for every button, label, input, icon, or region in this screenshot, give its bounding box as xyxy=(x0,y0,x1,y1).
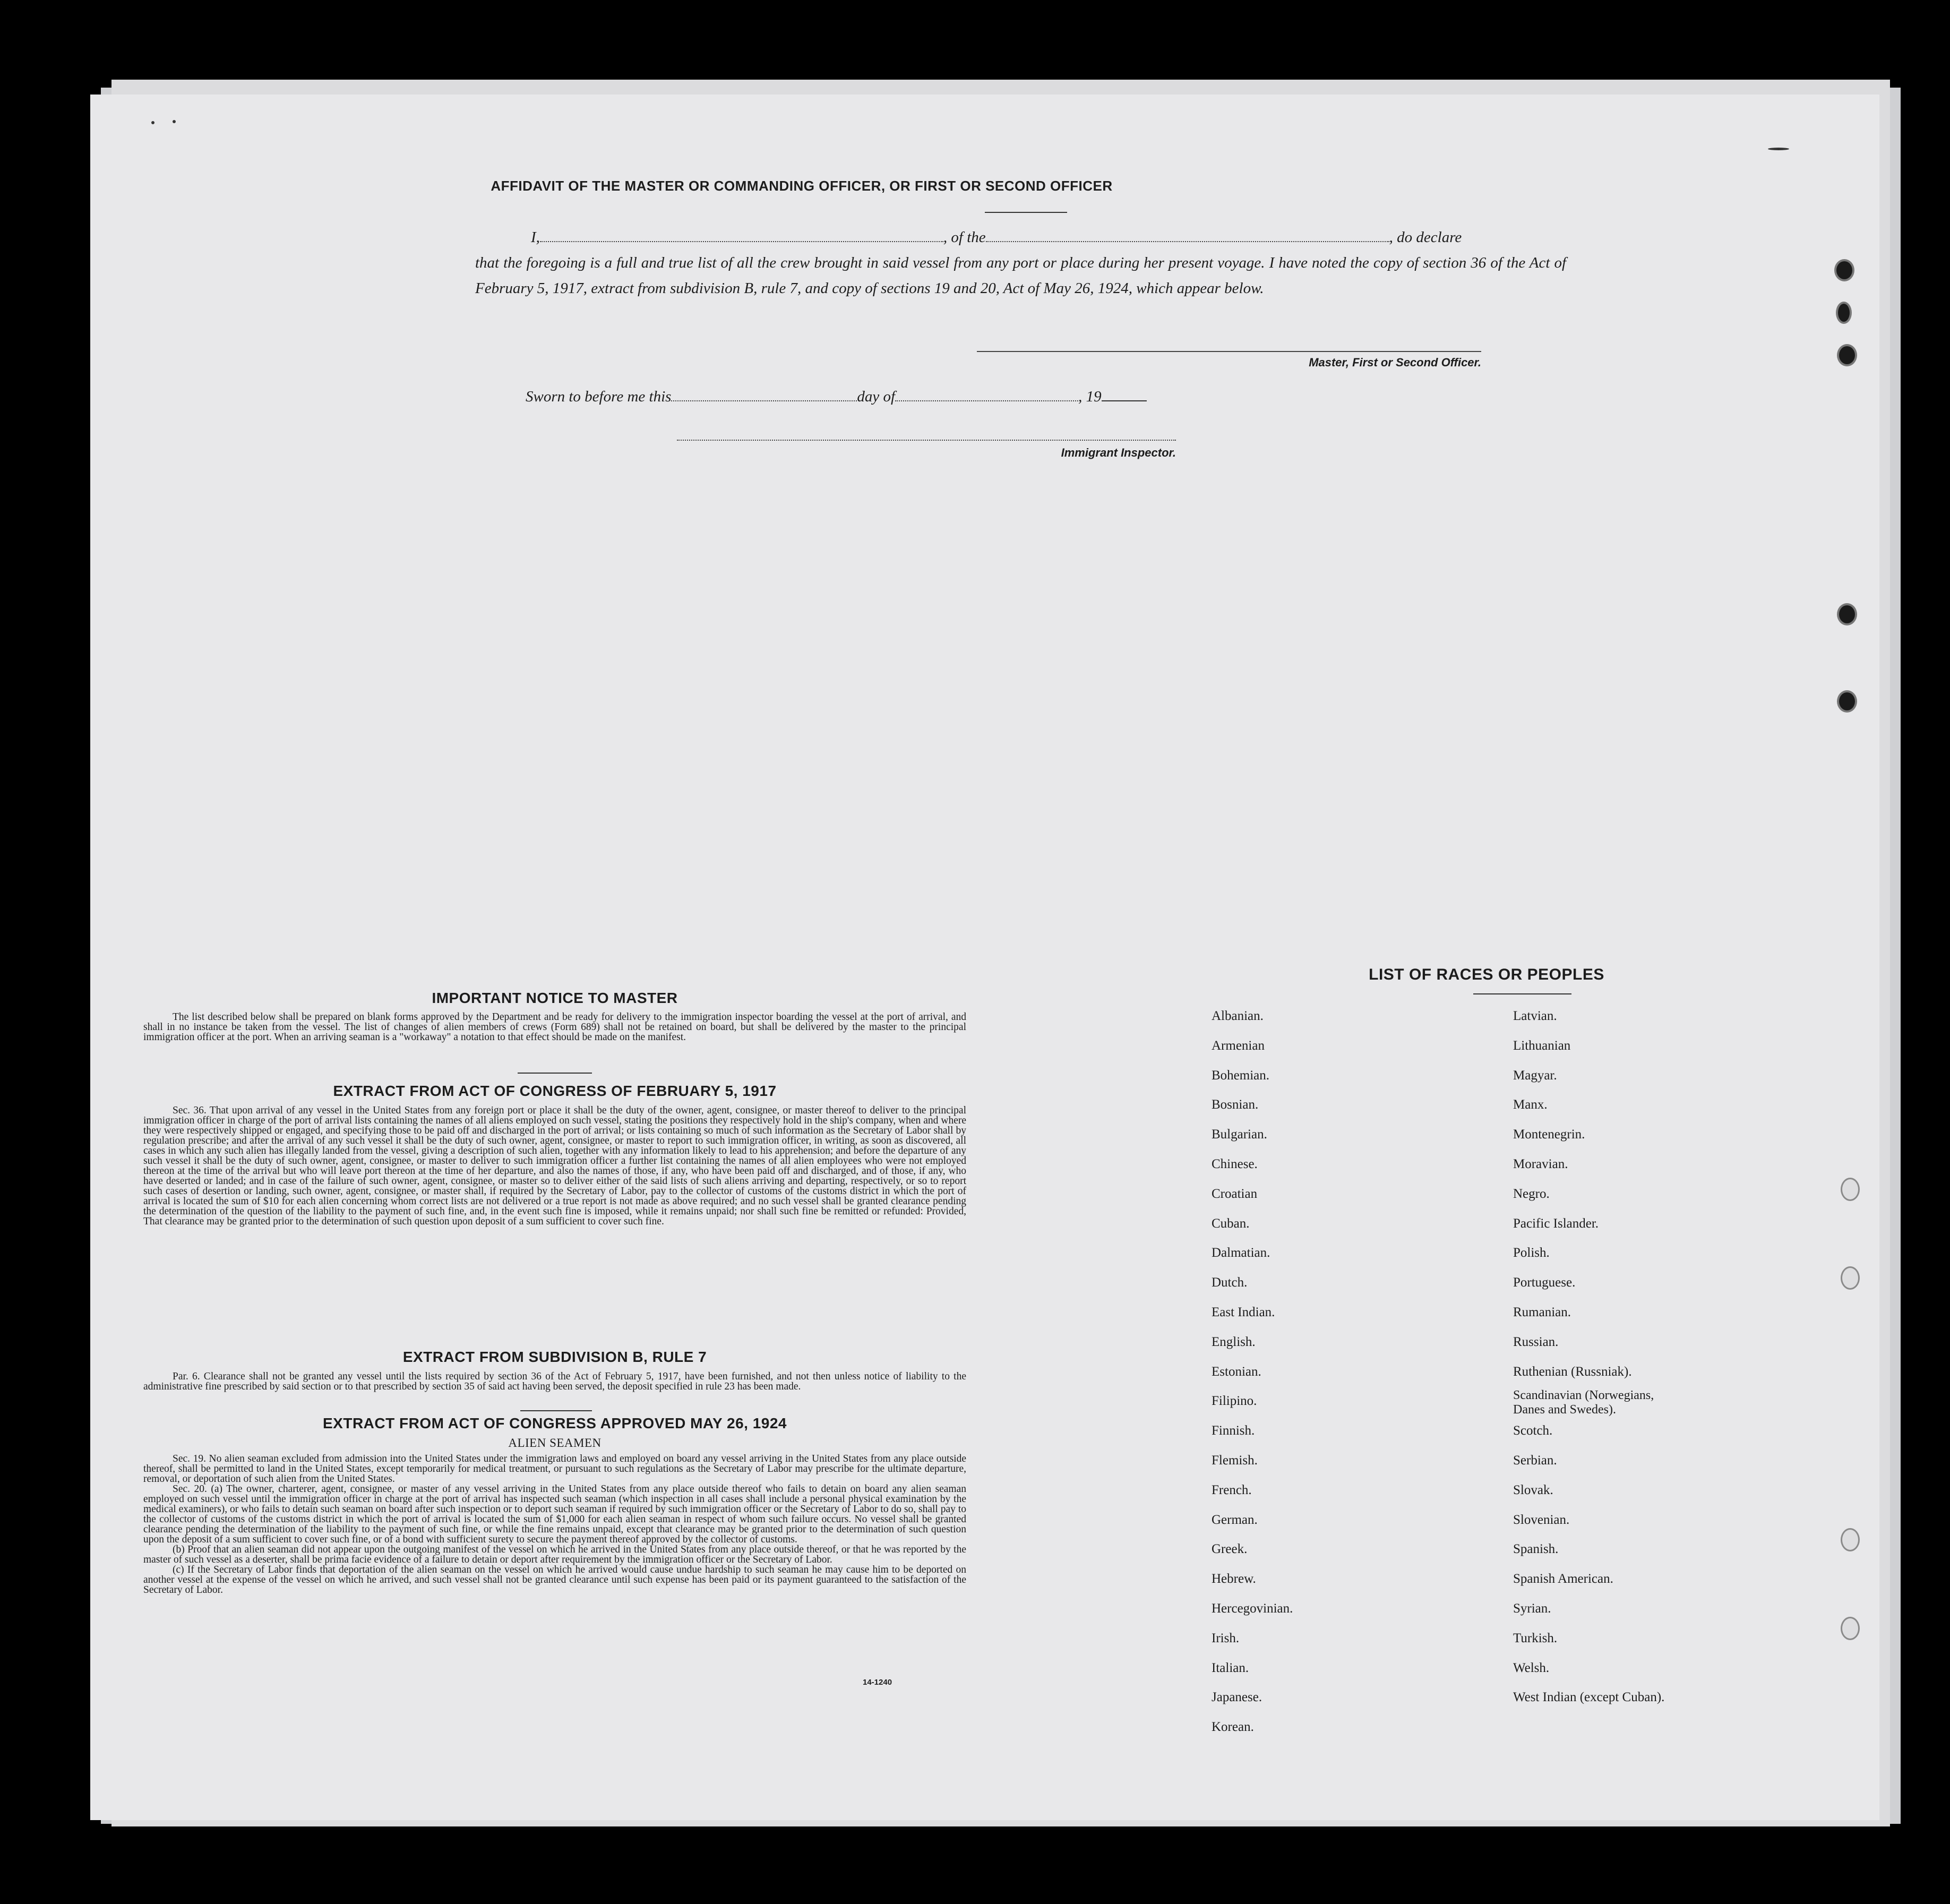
extract-1917-title: EXTRACT FROM ACT OF CONGRESS OF FEBRUARY 5, 1917 xyxy=(333,1083,777,1099)
race-item: Serbian. xyxy=(1513,1453,1557,1468)
vessel-blank[interactable] xyxy=(986,241,1389,242)
race-item: Latvian. xyxy=(1513,1009,1557,1023)
affidavit-body xyxy=(475,225,1566,301)
binder-hole xyxy=(1834,259,1854,281)
binder-hole xyxy=(1837,690,1857,713)
race-item: Albanian. xyxy=(1212,1009,1264,1023)
race-item: English. xyxy=(1212,1334,1256,1349)
notice-text xyxy=(143,1012,966,1042)
par-6: Par. 6. Clearance shall not be granted any vessel until the lists required by section 36 of the Act of February 5, 1917, have been furnished, and not then unless notice of liability to the administrative fine prescribed by said section or to that prescribed by section 35 of said act having been served, the deposit specified in rule 23 has been made. xyxy=(143,1371,966,1392)
race-item: Estonian. xyxy=(1212,1364,1261,1379)
section-20b: (b) Proof that an alien seaman did not appear upon the outgoing manifest of the vessel on which he arrived in the United States from any place outside thereof, or that he was reported by the master of such vessel as a deserter, shall be prima facie evidence of a failure to detain or deport after requirement by the immigration officer or the Secretary of Labor. xyxy=(143,1544,966,1565)
race-item: Spanish American. xyxy=(1513,1572,1613,1586)
extract-1917-text xyxy=(143,1105,966,1227)
affidavit-of-the: , of the xyxy=(943,229,986,246)
race-item: Lithuanian xyxy=(1513,1038,1571,1053)
divider xyxy=(1473,993,1571,994)
speck xyxy=(1768,148,1789,150)
alien-seamen-subtitle: ALIEN SEAMEN xyxy=(508,1436,602,1450)
race-item: Dalmatian. xyxy=(1212,1246,1270,1260)
binder-hole xyxy=(1837,603,1857,625)
sworn-year: , 19 xyxy=(1078,388,1102,405)
race-item: Welsh. xyxy=(1513,1660,1550,1675)
affidavit-declare: , do declare xyxy=(1389,229,1462,246)
race-item: Portuguese. xyxy=(1513,1275,1576,1290)
race-item: Japanese. xyxy=(1212,1690,1262,1705)
form-number: 14-1240 xyxy=(863,1678,892,1687)
race-item: Rumanian. xyxy=(1513,1305,1571,1319)
signature-label: Master, First or Second Officer. xyxy=(1309,356,1481,369)
race-item: Slovak. xyxy=(1513,1482,1553,1497)
inspector-label: Immigrant Inspector. xyxy=(1061,446,1176,459)
form-page xyxy=(90,95,1879,1820)
notice-paragraph: The list described below shall be prepared on blank forms approved by the Department and be ready for delivery to the immigration inspector boarding the vessel at the port of arrival, and shall in no instance be taken from the vessel. The list of changes of alien members of crews (Form 689) shall not be retained on board, but shall be delivered by the master to the principal immigration officer at the port. When an arriving seaman is a "workaway" a notation to that effect should be made on the manifest. xyxy=(143,1011,966,1043)
section-20a: Sec. 20. (a) The owner, charterer, agent, consignee, or master of any vessel arriving in the United States from any place outside thereof who fails to detain on board any alien seaman employed on such vessel until the immigration officer in charge at the port of arrival has inspected such seaman (which inspection in all cases shall include a personal physical examination by the medical examiners), or who fails to detain such seaman on board after such inspection or to deport such seaman if required by such immigration officer or the Secretary of Labor to do so, shall pay to the collector of customs of the customs district in which the port of arrival is located the sum of $1,000 for each alien seaman in respect of whom such failure occurs. No vessel shall be granted clearance pending the determination of the liability to the payment of such fine, or while the fine remains unpaid, except that clearance may be granted prior to the determination of such question upon the deposit of a sum sufficient to cover such fine, or of a bond with sufficient surety to secure the payment thereof approved by the collector of customs. xyxy=(143,1483,966,1545)
section-20c: (c) If the Secretary of Labor finds that deportation of the alien seaman on the vessel on which he arrived would cause undue hardship to such seaman he may cause him to be deported on another vessel at the expense of the vessel on which he arrived, and such vessel shall not be granted clearance until such expense has been paid or its payment guaranteed to the satisfaction of the Secretary of Labor. xyxy=(143,1564,966,1596)
section-19: Sec. 19. No alien seaman excluded from admission into the United States under the immigration laws and employed on board any vessel arriving in the United States from any place outside thereof, shall be permitted to land in the United States, except temporarily for medical treatment, or pursuant to such regulations as the Secretary of Labor may prescribe for the ultimate departure, removal, or deportation of such alien from the United States. xyxy=(143,1453,966,1485)
race-item: Armenian xyxy=(1212,1038,1265,1053)
race-item: West Indian (except Cuban). xyxy=(1513,1690,1665,1705)
race-item: Russian. xyxy=(1513,1334,1559,1349)
race-item: Negro. xyxy=(1513,1186,1550,1201)
month-blank[interactable] xyxy=(895,400,1078,401)
rule-7-text xyxy=(143,1371,966,1392)
divider xyxy=(985,212,1067,213)
race-item: Manx. xyxy=(1513,1097,1548,1112)
day-blank[interactable] xyxy=(671,400,857,401)
race-item: Pacific Islander. xyxy=(1513,1216,1599,1231)
sworn-line xyxy=(526,388,1147,406)
race-item: Scotch. xyxy=(1513,1423,1553,1438)
race-item: Greek. xyxy=(1212,1542,1248,1557)
race-item: Scandinavian (Norwegians, Danes and Swedes). xyxy=(1513,1388,1654,1417)
sworn-day: day of xyxy=(857,388,896,405)
speck xyxy=(173,120,176,123)
race-item: Hebrew. xyxy=(1212,1572,1256,1586)
race-item: Croatian xyxy=(1212,1186,1258,1201)
sworn-prefix: Sworn to before me this xyxy=(526,388,672,405)
race-item: Korean. xyxy=(1212,1720,1254,1735)
section-36: Sec. 36. That upon arrival of any vessel in the United States from any foreign port or place it shall be the duty of the owner, agent, consignee, or master thereof to deliver to the principal immigration officer in charge of the port of arrival lists containing the names of all aliens employed on such vessel, stating the positions they respectively hold in the ship's company, when and where they were respectively shipped or engaged, and specifying those to be paid off and discharged in the port of arrival; or lists containing so much of such information as the Secretary of Labor shall by regulation prescribe; and after the arrival of any such vessel it shall be the duty of such owner, agent, consignee, or master to report to such immigration officer, in writing, as soon as discovered, all cases in which any such alien has illegally landed from the vessel, giving a description of such alien, together with any information likely to lead to his apprehension; and before the departure of any such vessel it shall be the duty of such owner, agent, consignee, or master to deliver to such immigration officer a further list containing the names of all alien employees who were not employed thereon at the time of the arrival but who will leave port thereon at the time of her departure, and also the names of those, if any, who have been paid off and discharged, and of those, if any, who have deserted or landed; and in case of the failure of such owner, agent, consignee, or master so to deliver either of the said lists of such aliens arriving and departing, respectively, or so to report such cases of desertion or landing, such owner, agent, consignee, or master shall, if required by the Secretary of Labor, pay to the collector of customs of the customs district in which the port of arrival is located the sum of $10 for each alien concerning whom correct lists are not delivered or a true report is not made as above required; and no such vessel shall be granted clearance pending the determination of the question of the liability to the payment of such fine, and, in the event such fine is imposed, while it remains unpaid; nor shall such fine be remitted or refunded: Provided, That clearance may be granted prior to the determination of such question upon deposit of a sum sufficient to cover such fine. xyxy=(143,1105,966,1227)
race-item: French. xyxy=(1212,1482,1252,1497)
binder-hole xyxy=(1841,1266,1860,1290)
divider xyxy=(518,1073,592,1074)
race-item: Spanish. xyxy=(1513,1542,1559,1557)
race-item: Polish. xyxy=(1513,1246,1550,1260)
race-item: Italian. xyxy=(1212,1660,1249,1675)
signature-line[interactable] xyxy=(977,351,1481,352)
name-blank[interactable] xyxy=(540,241,943,242)
race-item: Cuban. xyxy=(1212,1216,1250,1231)
races-title: LIST OF RACES OR PEOPLES xyxy=(1369,966,1604,983)
binder-hole xyxy=(1841,1178,1860,1201)
race-item: Bulgarian. xyxy=(1212,1127,1267,1142)
binder-hole xyxy=(1841,1528,1860,1551)
race-item: Magyar. xyxy=(1513,1068,1557,1083)
affidavit-statement: that the foregoing is a full and true list of all the crew brought in said vessel from any port or place during her present voyage. I have noted the copy of section 36 of the Act of February 5, 1917, extract from subdivision B, rule 7, and copy of sections 19 and 20, Act of May 26, 1924, which appear below. xyxy=(475,254,1566,297)
race-item: Slovenian. xyxy=(1513,1512,1570,1527)
binder-hole xyxy=(1836,302,1852,324)
race-item: Hercegovinian. xyxy=(1212,1601,1293,1616)
race-item: Ruthenian (Russniak). xyxy=(1513,1364,1632,1379)
affidavit-i: I, xyxy=(531,229,540,246)
race-item: Montenegrin. xyxy=(1513,1127,1585,1142)
binder-hole xyxy=(1841,1617,1860,1640)
race-item: Syrian. xyxy=(1513,1601,1551,1616)
divider xyxy=(520,1410,592,1411)
year-blank[interactable] xyxy=(1102,400,1147,401)
race-item: Dutch. xyxy=(1212,1275,1248,1290)
race-item: German. xyxy=(1212,1512,1258,1527)
binder-hole xyxy=(1837,344,1857,366)
race-item: Irish. xyxy=(1212,1631,1240,1645)
race-item: Filipino. xyxy=(1212,1394,1257,1409)
extract-1924-title: EXTRACT FROM ACT OF CONGRESS APPROVED MAY 26, 1924 xyxy=(323,1415,787,1431)
race-item: Flemish. xyxy=(1212,1453,1258,1468)
rule-7-title: EXTRACT FROM SUBDIVISION B, RULE 7 xyxy=(402,1349,707,1365)
race-item: East Indian. xyxy=(1212,1305,1275,1319)
race-item: Finnish. xyxy=(1212,1423,1255,1438)
race-item: Turkish. xyxy=(1513,1631,1558,1645)
affidavit-title: AFFIDAVIT OF THE MASTER OR COMMANDING OFFICER, OR FIRST OR SECOND OFFICER xyxy=(491,178,1113,194)
speck xyxy=(151,121,154,124)
race-item: Chinese. xyxy=(1212,1157,1258,1171)
race-item: Bosnian. xyxy=(1212,1097,1259,1112)
race-item: Moravian. xyxy=(1513,1157,1568,1171)
notice-title: IMPORTANT NOTICE TO MASTER xyxy=(432,990,678,1006)
inspector-signature-line[interactable] xyxy=(677,440,1176,441)
extract-1924-text xyxy=(143,1454,966,1595)
race-item: Bohemian. xyxy=(1212,1068,1270,1083)
